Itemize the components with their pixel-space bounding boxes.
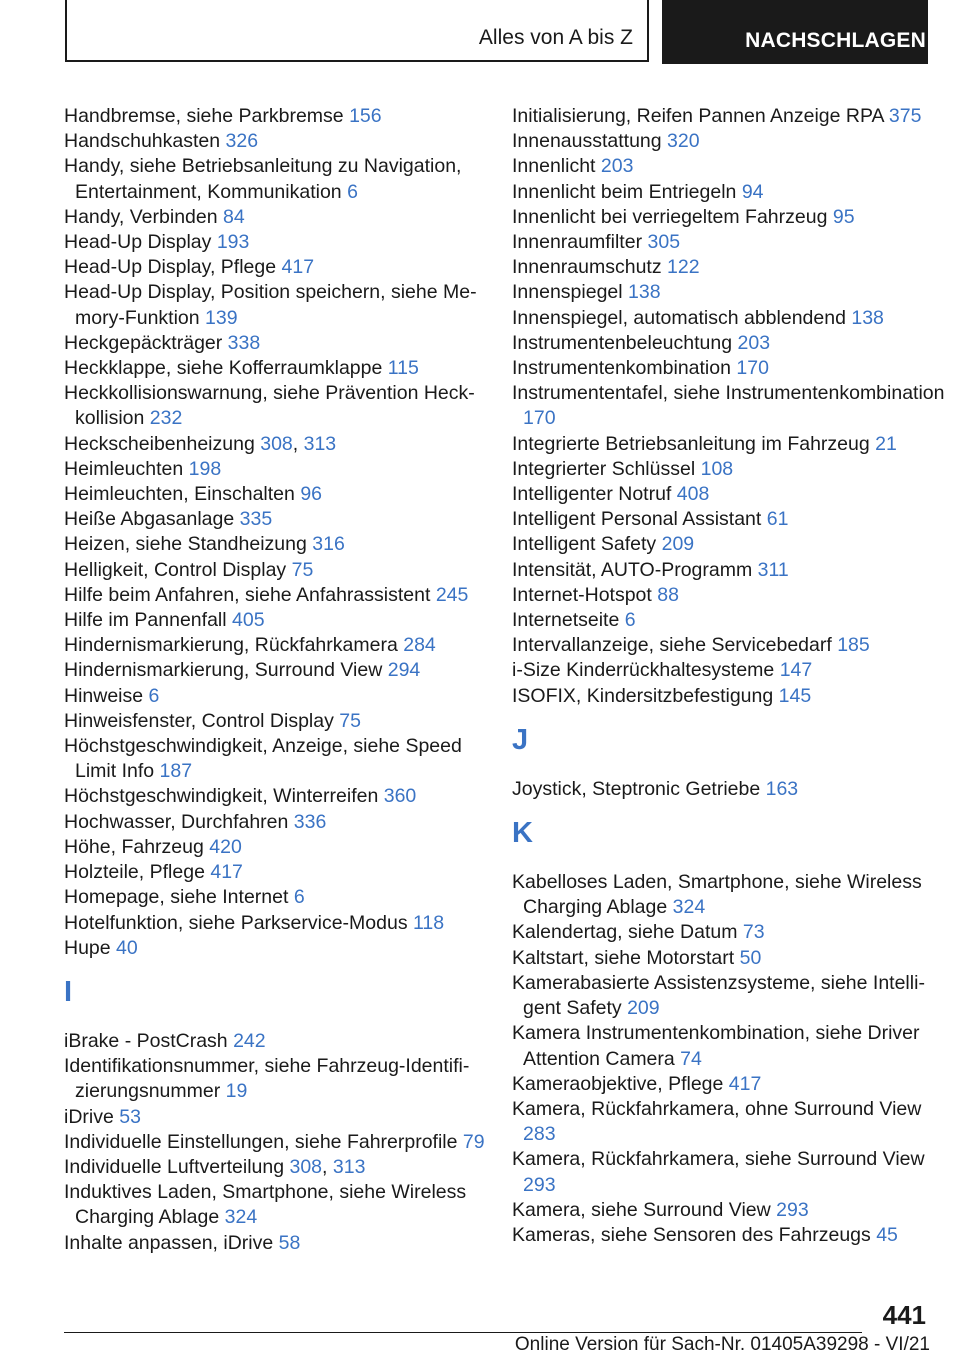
index-entry	[512, 633, 952, 658]
page-reference-link[interactable]: 50	[739, 946, 762, 969]
page-reference-link[interactable]: 6	[293, 886, 305, 909]
page-reference-link[interactable]: 408	[676, 483, 710, 506]
page-reference-link[interactable]: 417	[728, 1072, 762, 1095]
index-entry-text: Handschuhkasten	[64, 130, 221, 153]
index-entry	[64, 230, 504, 255]
index-entry-text: Internetseite	[512, 609, 620, 632]
page-reference-link[interactable]: 420	[209, 835, 242, 858]
index-entry	[512, 432, 952, 457]
index-entry	[512, 507, 952, 532]
index-entry-text: Joystick, Steptronic Getriebe	[512, 777, 761, 800]
page-reference-link[interactable]: 185	[837, 634, 870, 657]
index-entry-text: Hinweisfenster, Control Display	[64, 709, 334, 732]
footer-version-text: Online Version für Sach-Nr. 01405A39298 - VI/21	[514, 1334, 930, 1355]
index-entry-text: iBrake - PostCrash	[64, 1029, 228, 1052]
page-reference-link[interactable]: 122	[667, 256, 700, 279]
chapter-title: NACHSCHLAGEN	[745, 29, 926, 52]
page-reference-link[interactable]: 193	[216, 231, 250, 254]
page-reference-link[interactable]: 96	[300, 483, 323, 506]
index-entry	[512, 457, 952, 482]
index-entry-text: Initialisierung, Reifen Pannen Anzeige RPA	[512, 105, 884, 127]
index-entry	[512, 870, 952, 920]
index-entry	[64, 1105, 504, 1130]
index-entry	[64, 608, 504, 633]
page-reference-link[interactable]: 283	[523, 1123, 556, 1146]
index-entry-text: Kamerabasierte Assistenzsysteme, siehe Intelligent Safety	[512, 971, 925, 1020]
index-entry	[64, 331, 504, 356]
index-entry	[512, 1198, 952, 1223]
index-entry	[64, 911, 504, 936]
index-entry	[64, 583, 504, 608]
page-reference-link[interactable]: 108	[700, 457, 734, 480]
index-entry-text: Heckklappe, siehe Kofferraumklappe	[64, 357, 383, 380]
page-reference-link[interactable]: 417	[210, 861, 243, 884]
index-entry-text: Head-Up Display	[64, 231, 212, 254]
index-column-left	[64, 104, 504, 1256]
index-entry-text: Kameras, siehe Sensoren des Fahrzeugs	[512, 1223, 871, 1246]
index-entry	[64, 1130, 504, 1155]
index-entry-text: Heckgepäckträger	[64, 331, 223, 354]
index-entry	[64, 784, 504, 809]
index-entry-text: i-Size Kinderrückhaltesysteme	[512, 659, 775, 682]
index-entry	[512, 920, 952, 945]
index-entry	[64, 381, 504, 431]
index-entry	[64, 885, 504, 910]
page-reference-link[interactable]: 338	[227, 331, 261, 354]
index-entry-text: Höchstgeschwindigkeit, Winterreifen	[64, 785, 379, 808]
page-reference-link[interactable]: 138	[628, 281, 661, 304]
page-reference-link[interactable]: 53	[119, 1105, 141, 1128]
index-entry-text: Hochwasser, Durchfahren	[64, 810, 289, 833]
index-entry	[64, 1054, 504, 1104]
page-reference-link[interactable]: 360	[383, 785, 417, 808]
page-reference-link[interactable]: 21	[875, 432, 897, 455]
index-entry	[64, 1231, 504, 1256]
page-reference-link[interactable]: 75	[291, 558, 314, 581]
index-entry-text: Individuelle Einstellungen, siehe Fahrerprofile	[64, 1130, 458, 1153]
index-entry	[512, 971, 952, 1021]
index-entry	[512, 1021, 952, 1071]
index-entry	[512, 306, 952, 331]
index-entry	[512, 532, 952, 557]
index-entry	[512, 230, 952, 255]
page-reference-link[interactable]: 242	[233, 1029, 266, 1052]
index-entry-text: Hilfe im Pannenfall	[64, 609, 227, 632]
index-entry-text: Heimleuchten, Einschalten	[64, 483, 295, 506]
index-entry-text: Innenausstattung	[512, 130, 662, 153]
index-entry-text: Handbremse, siehe Parkbremse	[64, 105, 344, 127]
index-entry: Heckscheibenheizung 308, 313	[64, 432, 337, 455]
index-entry	[64, 154, 504, 204]
index-entry	[64, 532, 504, 557]
index-column-right	[512, 104, 952, 1248]
index-entry	[512, 1097, 952, 1147]
index-entry-text: Intensität, AUTO-Programm	[512, 558, 753, 581]
index-entry-text: Homepage, siehe Internet	[64, 886, 289, 909]
index-entry	[512, 1147, 952, 1197]
index-entry	[64, 860, 504, 885]
index-entry-text: Heizen, siehe Standheizung	[64, 533, 307, 556]
page-reference-link[interactable]: 58	[278, 1231, 301, 1254]
page-reference-link[interactable]: 170	[736, 357, 769, 380]
section-title: Alles von A bis Z	[478, 26, 633, 49]
index-entry-text: Kamera, Rückfahrkamera, ohne Surround View	[512, 1097, 922, 1120]
index-letter-heading: K	[512, 817, 533, 850]
index-entry-text: Intelligenter Notruf	[512, 483, 672, 506]
page-reference-link[interactable]: 232	[149, 407, 183, 430]
index-entry	[64, 1180, 504, 1230]
index-entry-text: Hotelfunktion, siehe Parkservice-Modus	[64, 911, 408, 934]
index-entry	[512, 205, 952, 230]
index-entry-text: Innenspiegel	[512, 281, 623, 304]
page-reference-link[interactable]: 294	[387, 659, 421, 682]
index-entry-text: Kamera, Rückfahrkamera, siehe Surround View	[512, 1148, 925, 1171]
index-entry	[512, 684, 952, 709]
index-entry-text: Identifikationsnummer, siehe Fahrzeug-Identifizierungsnummer	[64, 1055, 470, 1103]
index-entry-text: Kabelloses Laden, Smartphone, siehe Wireless Charging Ablage	[512, 871, 922, 919]
index-entry	[512, 381, 952, 431]
index-entry-text: Handy, Verbinden	[64, 205, 218, 228]
index-entry-text: Kaltstart, siehe Motorstart	[512, 946, 735, 969]
index-entry-text: Hindernismarkierung, Surround View	[64, 659, 383, 682]
page-reference-link[interactable]: 75	[339, 709, 361, 732]
index-entry	[64, 835, 504, 860]
page-reference-link[interactable]: 115	[387, 357, 419, 380]
index-entry-text: Innenlicht bei verriegeltem Fahrzeug	[512, 205, 828, 228]
page-reference-link[interactable]: 84	[223, 205, 245, 228]
index-entry	[512, 104, 952, 129]
index-entry-text: Inhalte anpassen, iDrive	[64, 1231, 274, 1254]
index-entry-text: Hinweise	[64, 684, 144, 707]
index-entry-text: Innenlicht	[512, 155, 596, 178]
page-reference-link[interactable]: 79	[462, 1130, 485, 1153]
page-reference-link[interactable]: 405	[232, 609, 265, 632]
index-entry-text: iDrive	[64, 1105, 114, 1128]
index-entry	[512, 356, 952, 381]
index-entry	[512, 777, 952, 802]
index-entry	[64, 205, 504, 230]
index-entry-text: Integrierte Betriebsanleitung im Fahrzeug	[512, 432, 870, 455]
index-entry-text: Innenspiegel, automatisch abblendend	[512, 306, 846, 329]
index-entry-text: ISOFIX, Kindersitzbefestigung	[512, 684, 774, 707]
page-reference-link[interactable]: 145	[778, 684, 812, 707]
index-entry	[64, 280, 504, 330]
index-entry	[512, 583, 952, 608]
page-reference-link[interactable]: 73	[742, 921, 765, 944]
index-entry-text: Innenraumfilter	[512, 231, 643, 254]
footer-divider	[64, 1332, 862, 1333]
index-entry-text: Intelligent Safety	[512, 533, 657, 556]
page-reference-link[interactable]: 6	[347, 180, 358, 203]
index-entry	[512, 154, 952, 179]
page-reference-link[interactable]: 74	[680, 1047, 702, 1070]
index-entry-text: Integrierter Schlüssel	[512, 457, 696, 480]
index-entry	[512, 608, 952, 633]
index-entry	[64, 734, 504, 784]
index-entry	[64, 482, 504, 507]
page-reference-link[interactable]: 198	[188, 457, 222, 480]
page-reference-link[interactable]: 187	[159, 760, 193, 783]
index-entry	[512, 331, 952, 356]
section-tab	[65, 0, 649, 62]
index-entry	[64, 356, 504, 381]
page-reference-link[interactable]: 209	[661, 533, 695, 556]
index-entry	[512, 255, 952, 280]
page-reference-link[interactable]: 335	[239, 508, 273, 531]
page-header	[65, 0, 928, 64]
page-reference-link[interactable]: 375	[888, 105, 922, 127]
page-reference-link[interactable]: 147	[779, 659, 813, 682]
index-entry	[512, 1223, 952, 1248]
index-entry	[64, 507, 504, 532]
index-entry-text: Hilfe beim Anfahren, siehe Anfahrassistent	[64, 583, 431, 606]
index-entry-text: Individuelle Luftverteilung	[64, 1155, 285, 1178]
page-reference-link[interactable]: 139	[205, 306, 238, 329]
page-reference-link[interactable]: 163	[765, 777, 799, 800]
index-entry	[64, 129, 504, 154]
index-entry	[64, 633, 504, 658]
page-reference-link[interactable]: 203	[737, 331, 771, 354]
index-entry	[64, 658, 504, 683]
index-entry-text: Head-Up Display, Pflege	[64, 256, 277, 279]
index-letter-heading: J	[512, 723, 529, 756]
index-entry-text: Hindernismarkierung, Rückfahrkamera	[64, 634, 398, 657]
page-reference-link[interactable]: 336	[293, 810, 327, 833]
page-number: 441	[882, 1300, 926, 1330]
index-entry-text: Innenlicht beim Entriegeln	[512, 180, 737, 203]
page-reference-link[interactable]: 320	[667, 130, 700, 153]
index-entry	[512, 946, 952, 971]
page-reference-link[interactable]: 313	[303, 432, 337, 455]
index-entry	[512, 180, 952, 205]
index-entry-text: Heiße Abgasanlage	[64, 508, 235, 531]
index-entry-text: Holzteile, Pflege	[64, 861, 205, 884]
index-entry-text: Kamera, siehe Surround View	[512, 1198, 771, 1221]
index-entry	[512, 482, 952, 507]
page-reference-link[interactable]: 245	[435, 583, 469, 606]
page-reference-link[interactable]: 305	[647, 231, 681, 254]
index-entry	[64, 936, 504, 961]
index-entry-text: Instrumentenkombination	[512, 357, 731, 380]
index-entry-text: Intelligent Personal Assistant	[512, 508, 762, 531]
index-entry	[64, 457, 504, 482]
index-entry	[64, 558, 504, 583]
index-entry	[64, 810, 504, 835]
page-reference-link[interactable]: 45	[876, 1223, 898, 1246]
page-reference-link[interactable]: 203	[600, 155, 634, 178]
index-entry-text: Internet-Hotspot	[512, 583, 652, 606]
index-entry-text: Intervallanzeige, siehe Servicebedarf	[512, 634, 832, 657]
index-entry-text: Heimleuchten	[64, 457, 184, 480]
index-entry	[64, 684, 504, 709]
index-entry-text: Head-Up Display, Position speichern, siehe Memory-Funktion	[64, 281, 477, 329]
page-reference-link[interactable]: 209	[627, 997, 660, 1020]
index-entry-text: Instrumentenbeleuchtung	[512, 331, 733, 354]
index-entry-text: Helligkeit, Control Display	[64, 558, 287, 581]
page-reference-link[interactable]: 308	[289, 1155, 323, 1178]
page-reference-link[interactable]: 170	[523, 407, 556, 430]
page-reference-link[interactable]: 417	[281, 256, 315, 279]
index-entry-text: Kalendertag, siehe Datum	[512, 921, 738, 944]
index-entry	[64, 104, 504, 129]
page-reference-link[interactable]: 326	[225, 130, 259, 153]
index-entry	[64, 1029, 504, 1054]
index-entry-text: Kameraobjektive, Pflege	[512, 1072, 724, 1095]
index-entry-text: Höhe, Fahrzeug	[64, 835, 204, 858]
page-reference-link[interactable]: 94	[741, 180, 764, 203]
page-reference-link[interactable]: 156	[349, 105, 382, 127]
page-reference-link[interactable]: 284	[403, 634, 436, 657]
page-reference-link[interactable]: 138	[851, 306, 884, 329]
index-entry	[512, 129, 952, 154]
index-entry-text: Kamera Instrumentenkombination, siehe Driver Attention Camera	[512, 1022, 920, 1070]
index-entry-text: Innenraumschutz	[512, 256, 662, 279]
index-entry	[64, 709, 504, 734]
index-entry-text: Induktives Laden, Smartphone, siehe Wireless Charging Ablage	[64, 1181, 467, 1229]
page-reference-link[interactable]: 19	[225, 1080, 248, 1103]
page-reference-link[interactable]: 293	[523, 1173, 556, 1196]
index-entry-text: Höchstgeschwindigkeit, Anzeige, siehe Speed Limit Info	[64, 735, 462, 783]
page-reference-link[interactable]: 118	[413, 911, 445, 934]
chapter-tab	[662, 0, 928, 64]
index-entry	[512, 1072, 952, 1097]
page-reference-link[interactable]: 40	[116, 936, 138, 959]
index-entry	[512, 558, 952, 583]
page-reference-link[interactable]: 88	[657, 583, 679, 606]
index-entry-text: Hupe	[64, 936, 111, 959]
index-entry	[512, 280, 952, 305]
page-reference-link[interactable]: 324	[672, 896, 706, 919]
page-reference-link[interactable]: 324	[224, 1206, 258, 1229]
index-entry	[512, 658, 952, 683]
index-letter-heading: I	[64, 975, 73, 1008]
page-reference-link[interactable]: 316	[312, 533, 345, 556]
index-entry: Individuelle Luftverteilung 308, 313	[64, 1155, 366, 1178]
page-reference-link[interactable]: 61	[766, 508, 789, 531]
index-entry-text: Handy, siehe Betriebsanleitung zu Navigation, Entertainment, Kommunikation	[64, 155, 462, 203]
page-reference-link[interactable]: 293	[776, 1198, 809, 1221]
page-reference-link[interactable]: 6	[624, 609, 636, 632]
index-entry-text: Instrumententafel, siehe Instrumentenkombination	[512, 382, 945, 405]
page-reference-link[interactable]: 6	[148, 684, 160, 707]
page-reference-link[interactable]: 308	[260, 432, 293, 455]
index-entry	[64, 255, 504, 280]
index-entry-text: Heckkollisionswarnung, siehe Prävention Heckkollision	[64, 382, 475, 430]
page-reference-link[interactable]: 313	[332, 1155, 366, 1178]
index-entry-text: Heckscheibenheizung	[64, 432, 255, 455]
page-reference-link[interactable]: 311	[757, 558, 789, 581]
page-reference-link[interactable]: 95	[832, 205, 855, 228]
